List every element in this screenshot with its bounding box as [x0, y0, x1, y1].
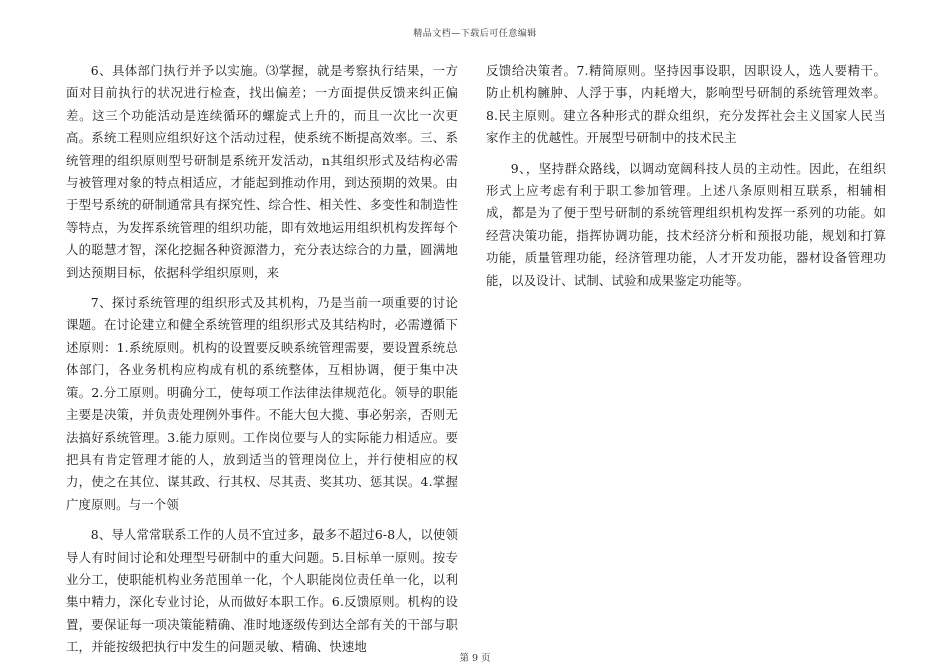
paragraph-9: 9、，坚持群众路线，以调动宽阔科技人员的主动性。因此，在组织形式上应考虑有利于职工参加管理。上述八条原则相互联系，相辅相成，都是为了便于型号研制的系统管理组织机构发挥一系列的功能。如经营决策功能，指挥协调功能，技术经济分析和预报功能，规划和打算功能，质量管理功能，经济管理功能，人才开发功能，器材设备管理功能，以及设计、试制、试验和成果鉴定功能等。 — [486, 160, 886, 288]
left-column — [66, 60, 458, 667]
paragraph-8: 8、导人常常联系工作的人员不宜过多，最多不超过6-8人，以使领导人有时间讨论和处理型号研制中的重大问题。5.目标单一原则。按专业分工，使职能机构业务范围单一化，个人职能岗位责任单一化，以利集中精力，深化专业讨论，从而做好本职工作。6.反馈原则。机构的设置，要保证每一项决策能精确、准时地逐级传到达全部有关的干部与职工，并能按级把执行中发生的问题灵敏、精确、快速地 — [66, 527, 458, 655]
paragraph-7: 7、探讨系统管理的组织形式及其机构，乃是当前一项重要的讨论课题。在讨论建立和健全系统管理的组织形式及其结构时，必需遵循下述原则：1.系统原则。机构的设置要反映系统管理需要，要设置系统总体部门，各业务机构应构成有机的系统整体，互相协调，便于集中决策。2.分工原则。明确分工，使每项工作法律法律规范化。领导的职能主要是决策，并负责处理例外事件。不能大包大揽、事必躬亲，否则无法搞好系统管理。3.能力原则。工作岗位要与人的实际能力相适应。要把具有肯定管理才能的人，放到适当的管理岗位上，并行使相应的权力，使之在其位、谋其政、行其权、尽其责、奖其功、惩其误。4.掌握广度原则。与一个领 — [66, 295, 458, 512]
page-header: 精品文档—下载后可任意编辑 — [413, 29, 537, 39]
paragraph-8-continued: 反馈给决策者。7.精简原则。坚持因事设职，因职设人，选人要精干。防止机构臃肿、人浮于事，内耗增大，影响型号研制的系统管理效率。8.民主原则。建立各种形式的群众组织，充分发挥社会主义国家人民当家作主的优越性。开展型号研制中的技术民主 — [486, 63, 886, 146]
paragraph-6: 6、具体部门执行并予以实施。⑶掌握，就是考察执行结果，一方面对目前执行的状况进行检查，找出偏差；一方面提供反馈来纠正偏差。这三个功能活动是连续循环的螺旋式上升的，而且一次比一次更高。系统工程则应组织好这个活动过程，使系统不断提高效率。三、系统管理的组织原则型号研制是系统开发活动，n其组织形式及结构必需与被管理对象的特点相适应，才能起到推动作用，到达预期的效果。由于型号系统的研制通常具有探究性、综合性、相关性、多变性和制造性等特点，为发挥系统管理的组织功能，即有效地运用组织机构发挥每个人的聪慧才智，深化挖掘各种资源潜力，充分表达综合的力量，圆满地到达预期目标，依据科学组织原则，来 — [66, 63, 458, 280]
right-column — [486, 60, 886, 300]
page-number: 第 9 页 — [459, 653, 491, 664]
